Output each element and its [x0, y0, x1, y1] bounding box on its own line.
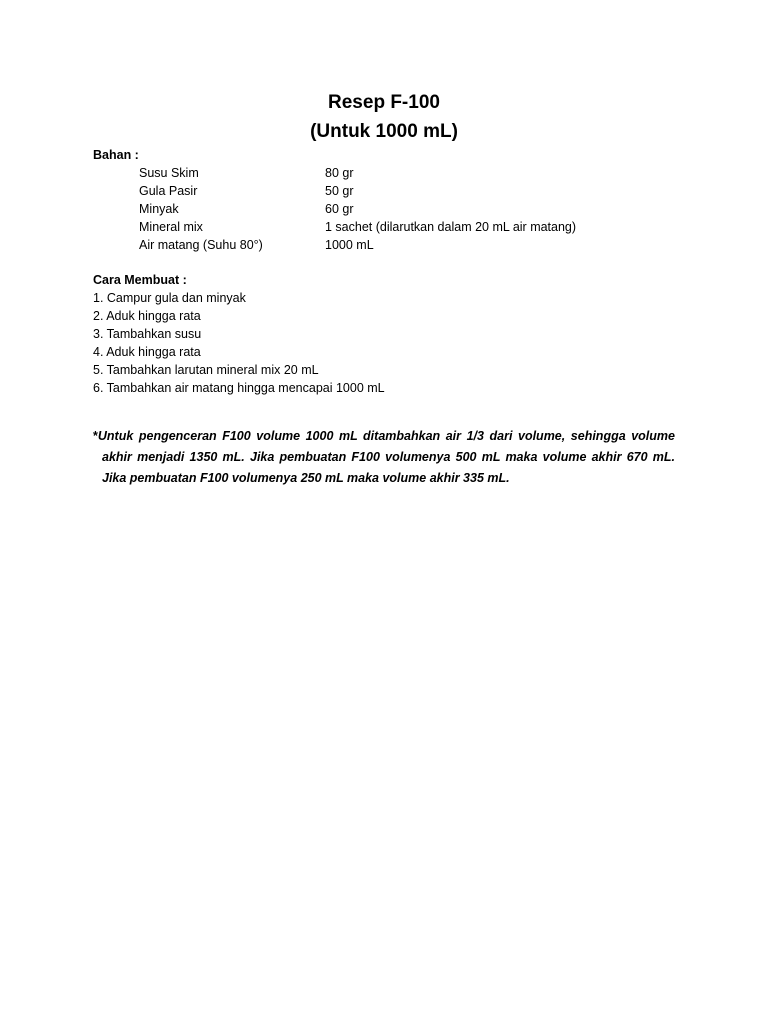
steps-list — [93, 289, 693, 397]
steps-heading: Cara Membuat : — [93, 273, 187, 287]
step-item: 5. Tambahkan larutan mineral mix 20 mL — [93, 363, 319, 377]
ingredient-name: Minyak — [139, 202, 179, 216]
step-item: 6. Tambahkan air matang hingga mencapai 1000 mL — [93, 381, 385, 395]
ingredient-row — [139, 182, 699, 200]
ingredient-amount: 50 gr — [325, 184, 354, 198]
ingredient-row — [139, 164, 699, 182]
note-marker: * — [93, 429, 98, 443]
ingredients-heading: Bahan : — [93, 148, 139, 162]
note-text: Untuk pengenceran F100 volume 1000 mL ditambahkan air 1/3 dari volume, sehingga volume akhir menjadi 1350 mL. Jika pembuatan F100 volumenya 500 mL maka volume akhir 670 mL. Jika pembuatan F100 volumenya 250 mL maka volume akhir 335 mL. — [97, 429, 675, 485]
step-item: 3. Tambahkan susu — [93, 327, 202, 341]
ingredient-row — [139, 200, 699, 218]
ingredient-amount: 1000 mL — [325, 238, 374, 252]
ingredient-amount: 60 gr — [325, 202, 354, 216]
document-subtitle: (Untuk 1000 mL) — [310, 121, 458, 142]
ingredient-name: Air matang (Suhu 80°) — [139, 238, 263, 252]
ingredient-name: Susu Skim — [139, 166, 199, 180]
ingredient-row — [139, 236, 699, 254]
ingredient-amount: 80 gr — [325, 166, 354, 180]
step-item: 1. Campur gula dan minyak — [93, 291, 246, 305]
ingredient-name: Gula Pasir — [139, 184, 198, 198]
document-title: Resep F-100 — [328, 92, 440, 113]
ingredients-list — [139, 164, 699, 254]
step-item: 2. Aduk hingga rata — [93, 309, 201, 323]
ingredient-row — [139, 218, 699, 236]
ingredient-name: Mineral mix — [139, 220, 203, 234]
step-item: 4. Aduk hingga rata — [93, 345, 201, 359]
dilution-note — [93, 426, 675, 489]
ingredient-amount: 1 sachet (dilarutkan dalam 20 mL air matang) — [325, 220, 577, 234]
